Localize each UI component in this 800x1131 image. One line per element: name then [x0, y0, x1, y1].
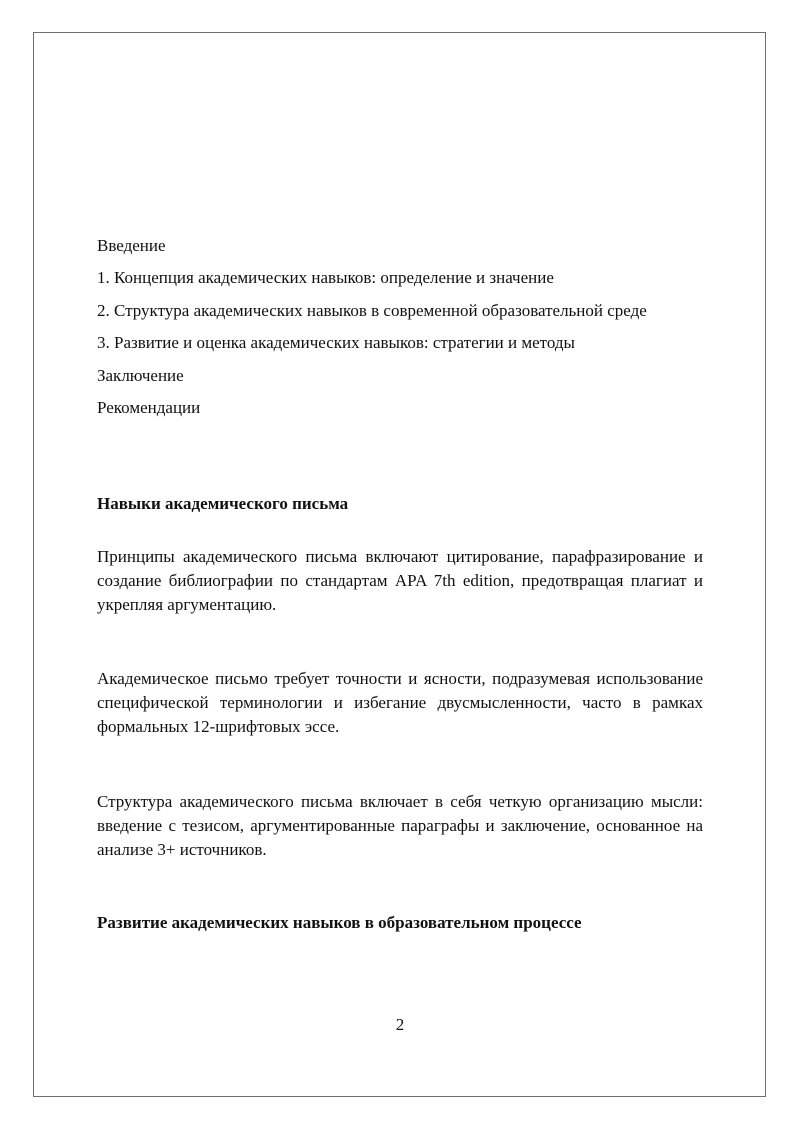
paragraph-1: Принципы академического письма включают цитирование, парафразирование и создание библиографии по стандартам APA 7th edition, предотвращая плагиат и укрепляя аргументацию.	[97, 547, 703, 614]
toc-item-conclusion: Заключение	[97, 366, 184, 385]
toc-item-introduction: Введение	[97, 236, 166, 255]
toc-item-recommendations: Рекомендации	[97, 398, 201, 417]
toc-item-2: 2. Структура академических навыков в современной образовательной среде	[97, 301, 647, 320]
paragraph-2: Академическое письмо требует точности и ясности, подразумевая использование специфической терминологии и избегание двусмысленности, часто в рамках формальных 12-шрифтовых эссе.	[97, 669, 703, 736]
page-number: 2	[395, 1015, 405, 1034]
toc-item-1: 1. Концепция академических навыков: определение и значение	[97, 268, 554, 287]
section-heading-development: Развитие академических навыков в образовательном процессе	[97, 913, 582, 932]
toc-item-3: 3. Развитие и оценка академических навыков: стратегии и методы	[97, 333, 575, 352]
paragraph-3: Структура академического письма включает в себя четкую организацию мысли: введение с тезисом, аргументированные параграфы и заключение, основанное на анализе 3+ источников.	[97, 792, 703, 859]
section-heading-writing: Навыки академического письма	[97, 494, 349, 513]
